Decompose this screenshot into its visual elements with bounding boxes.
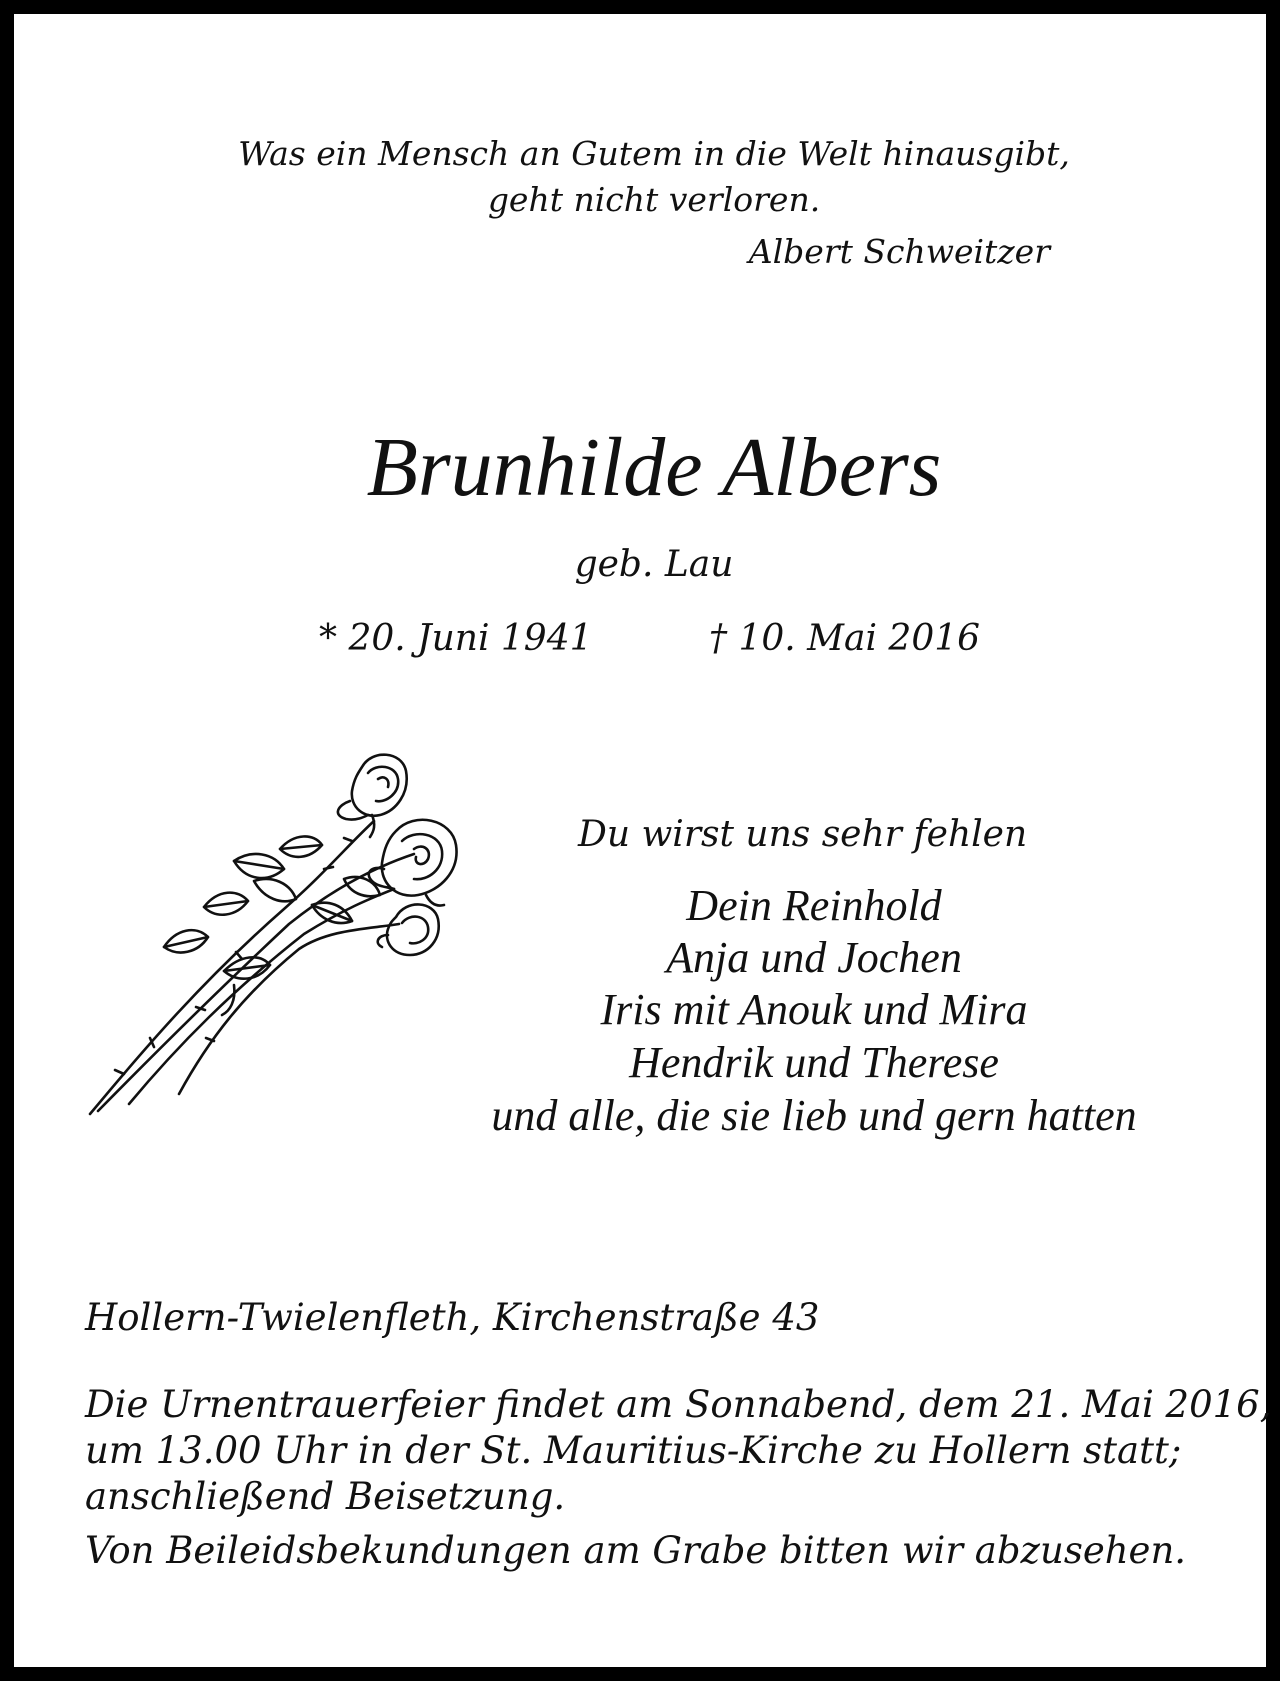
mourner-line: und alle, die sie lieb und gern hatten: [491, 1091, 1137, 1140]
ceremony-line: Die Urnentrauerfeier findet am Sonnabend, dem 21. Mai 2016,: [85, 1383, 1272, 1426]
farewell-line: Du wirst uns sehr fehlen: [578, 814, 1028, 855]
deceased-name: Brunhilde Albers: [366, 421, 942, 514]
maiden-name: geb. Lau: [574, 544, 734, 585]
quote-line-1: Was ein Mensch an Gutem in die Welt hinausgibt,: [238, 134, 1070, 173]
mourner-line: Hendrik und Therese: [629, 1038, 999, 1087]
condolence-request: Von Beileidsbekundungen am Grabe bitten wir abzusehen.: [85, 1529, 1187, 1572]
ceremony-line: anschließend Beisetzung.: [85, 1475, 566, 1518]
address: Hollern-Twielenfleth, Kirchenstraße 43: [85, 1296, 820, 1339]
ceremony-line: um 13.00 Uhr in der St. Mauritius-Kirche zu Hollern statt;: [85, 1429, 1182, 1472]
mourner-line: Dein Reinhold: [686, 881, 942, 930]
death-date: † 10. Mai 2016: [709, 618, 981, 659]
mourner-line: Anja und Jochen: [666, 933, 962, 982]
mourner-line: Iris mit Anouk und Mira: [600, 985, 1028, 1034]
quote-line-2: geht nicht verloren.: [487, 180, 821, 219]
birth-date: * 20. Juni 1941: [319, 618, 593, 659]
quote-author: Albert Schweitzer: [748, 232, 1050, 271]
